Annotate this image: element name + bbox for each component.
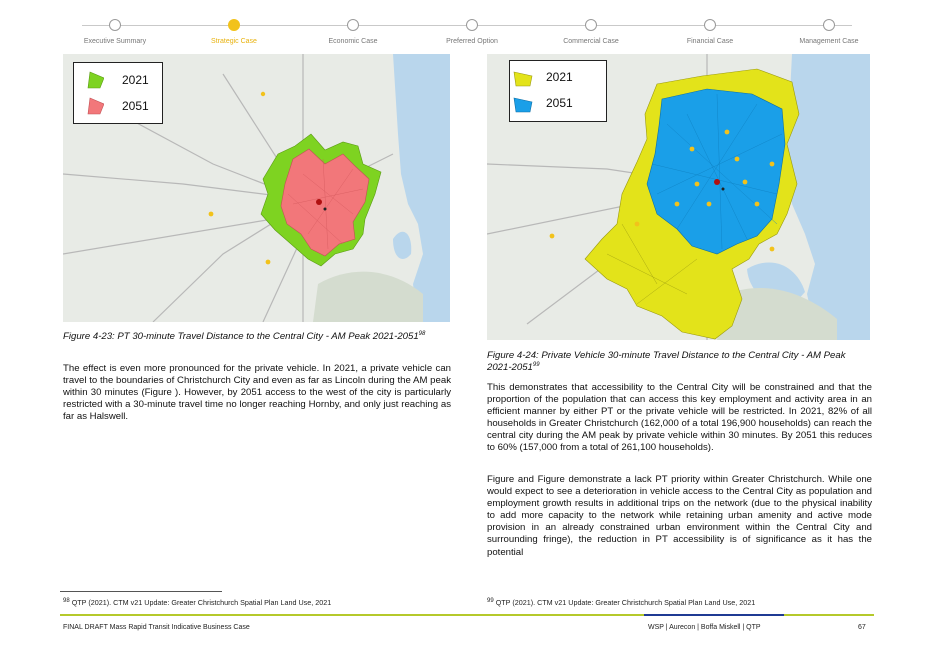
legend-swatch-icon xyxy=(510,94,540,114)
body-paragraph: Figure and Figure demonstrate a lack PT priority within Greater Christchurch. While one would expect to see a deterioration in vehicle access to the Central City as population and employment growth results in additional trips on the network (due to the physical inability to add more capacity to the network while retaining urban amenity and active mode provision in an already constrained urban environment within the Central City and surrounding fringe), the reduction in PT accessibility is of significance as it has the potential xyxy=(487,474,872,558)
nav-step-strategic-case[interactable] xyxy=(174,18,294,45)
caption-text: Figure 4-23: PT 30-minute Travel Distance to the Central City - AM Peak 2021-2051 xyxy=(63,331,419,342)
legend-item-2051 xyxy=(74,96,162,116)
body-paragraph: This demonstrates that accessibility to the Central City will be constrained and that the proportion of the population that can access this key employment and activity area in an efficient manner by either PT or the private vehicle will be restricted. In 2021, 82% of all households in Greater Christchurch (162,000 of a total 196,900 households) can reach the central city during the AM peak by private vehicle within 30 minutes. By 2051 this reduces to 60% (157,000 from a total of 261,100 households). xyxy=(487,382,872,454)
nav-step-label: Management Case xyxy=(799,38,859,45)
footnote-number: 99 xyxy=(487,598,494,604)
footnote-number: 98 xyxy=(63,598,70,604)
figure-caption-4-24 xyxy=(487,350,872,374)
private-vehicle-travel-distance-map xyxy=(487,54,870,340)
nav-step-management-case[interactable] xyxy=(769,18,889,45)
page-number: 67 xyxy=(858,624,866,631)
nav-step-financial-case[interactable] xyxy=(650,18,770,45)
caption-text: Figure 4-24: Private Vehicle 30-minute Travel Distance to the Central City - AM Peak 2021-2051 xyxy=(487,350,846,373)
footnote-98 xyxy=(63,598,331,607)
nav-step-economic-case[interactable] xyxy=(293,18,413,45)
step-dot-icon xyxy=(823,19,835,31)
step-dot-icon xyxy=(228,19,240,31)
body-paragraph: The effect is even more pronounced for the private vehicle. In 2021, a private vehicle can travel to the boundaries of Christchurch City and even as far as Lincoln during the AM peak within 30 minutes (Figure ). However, by 2051 access to the west of the city is particularly restricted with a 30-minute travel time no longer reaching Hornby, and only just reaching as far as Halswell. xyxy=(63,363,451,423)
step-dot-icon xyxy=(704,19,716,31)
nav-step-commercial-case[interactable] xyxy=(531,18,651,45)
legend-label: 2051 xyxy=(122,99,149,113)
legend-label: 2021 xyxy=(122,73,149,87)
footnote-text: QTP (2021). CTM v21 Update: Greater Christchurch Spatial Plan Land Use, 2021 xyxy=(495,598,756,607)
step-dot-icon xyxy=(466,19,478,31)
step-dot-icon xyxy=(109,19,121,31)
footer-line-green-right xyxy=(784,614,874,616)
footer-document-title: FINAL DRAFT Mass Rapid Transit Indicative Business Case xyxy=(63,624,250,631)
figure-caption-4-23 xyxy=(63,331,451,343)
legend-item-2051 xyxy=(510,94,606,114)
footer-line-blue xyxy=(644,614,784,616)
footnote-rule xyxy=(60,591,222,592)
nav-step-label: Financial Case xyxy=(686,38,734,45)
nav-step-label: Strategic Case xyxy=(211,38,257,45)
footer-line-green xyxy=(60,614,644,616)
map-legend xyxy=(509,60,607,122)
legend-swatch-icon xyxy=(510,68,540,88)
footnote-ref[interactable]: 98 xyxy=(418,331,426,337)
map-legend xyxy=(73,62,163,124)
pt-travel-distance-map xyxy=(63,54,450,322)
footnote-text: QTP (2021). CTM v21 Update: Greater Christchurch Spatial Plan Land Use, 2021 xyxy=(71,598,332,607)
legend-item-2021 xyxy=(510,68,606,88)
nav-step-preferred-option[interactable] xyxy=(412,18,532,45)
legend-label: 2021 xyxy=(546,70,573,84)
step-dot-icon xyxy=(585,19,597,31)
nav-step-label: Preferred Option xyxy=(446,38,498,45)
legend-label: 2051 xyxy=(546,96,573,110)
legend-swatch-icon xyxy=(74,70,104,90)
footnote-ref[interactable]: 99 xyxy=(532,362,540,368)
step-dot-icon xyxy=(347,19,359,31)
legend-item-2021 xyxy=(74,70,162,90)
legend-swatch-icon xyxy=(74,96,104,116)
nav-step-executive-summary[interactable] xyxy=(55,18,175,45)
progress-nav xyxy=(60,18,874,48)
nav-step-label: Executive Summary xyxy=(83,38,147,45)
nav-step-label: Commercial Case xyxy=(563,38,619,45)
footnote-99 xyxy=(487,598,755,607)
nav-step-label: Economic Case xyxy=(328,38,378,45)
footer-partners: WSP | Aurecon | Boffa Miskell | QTP xyxy=(648,624,761,631)
